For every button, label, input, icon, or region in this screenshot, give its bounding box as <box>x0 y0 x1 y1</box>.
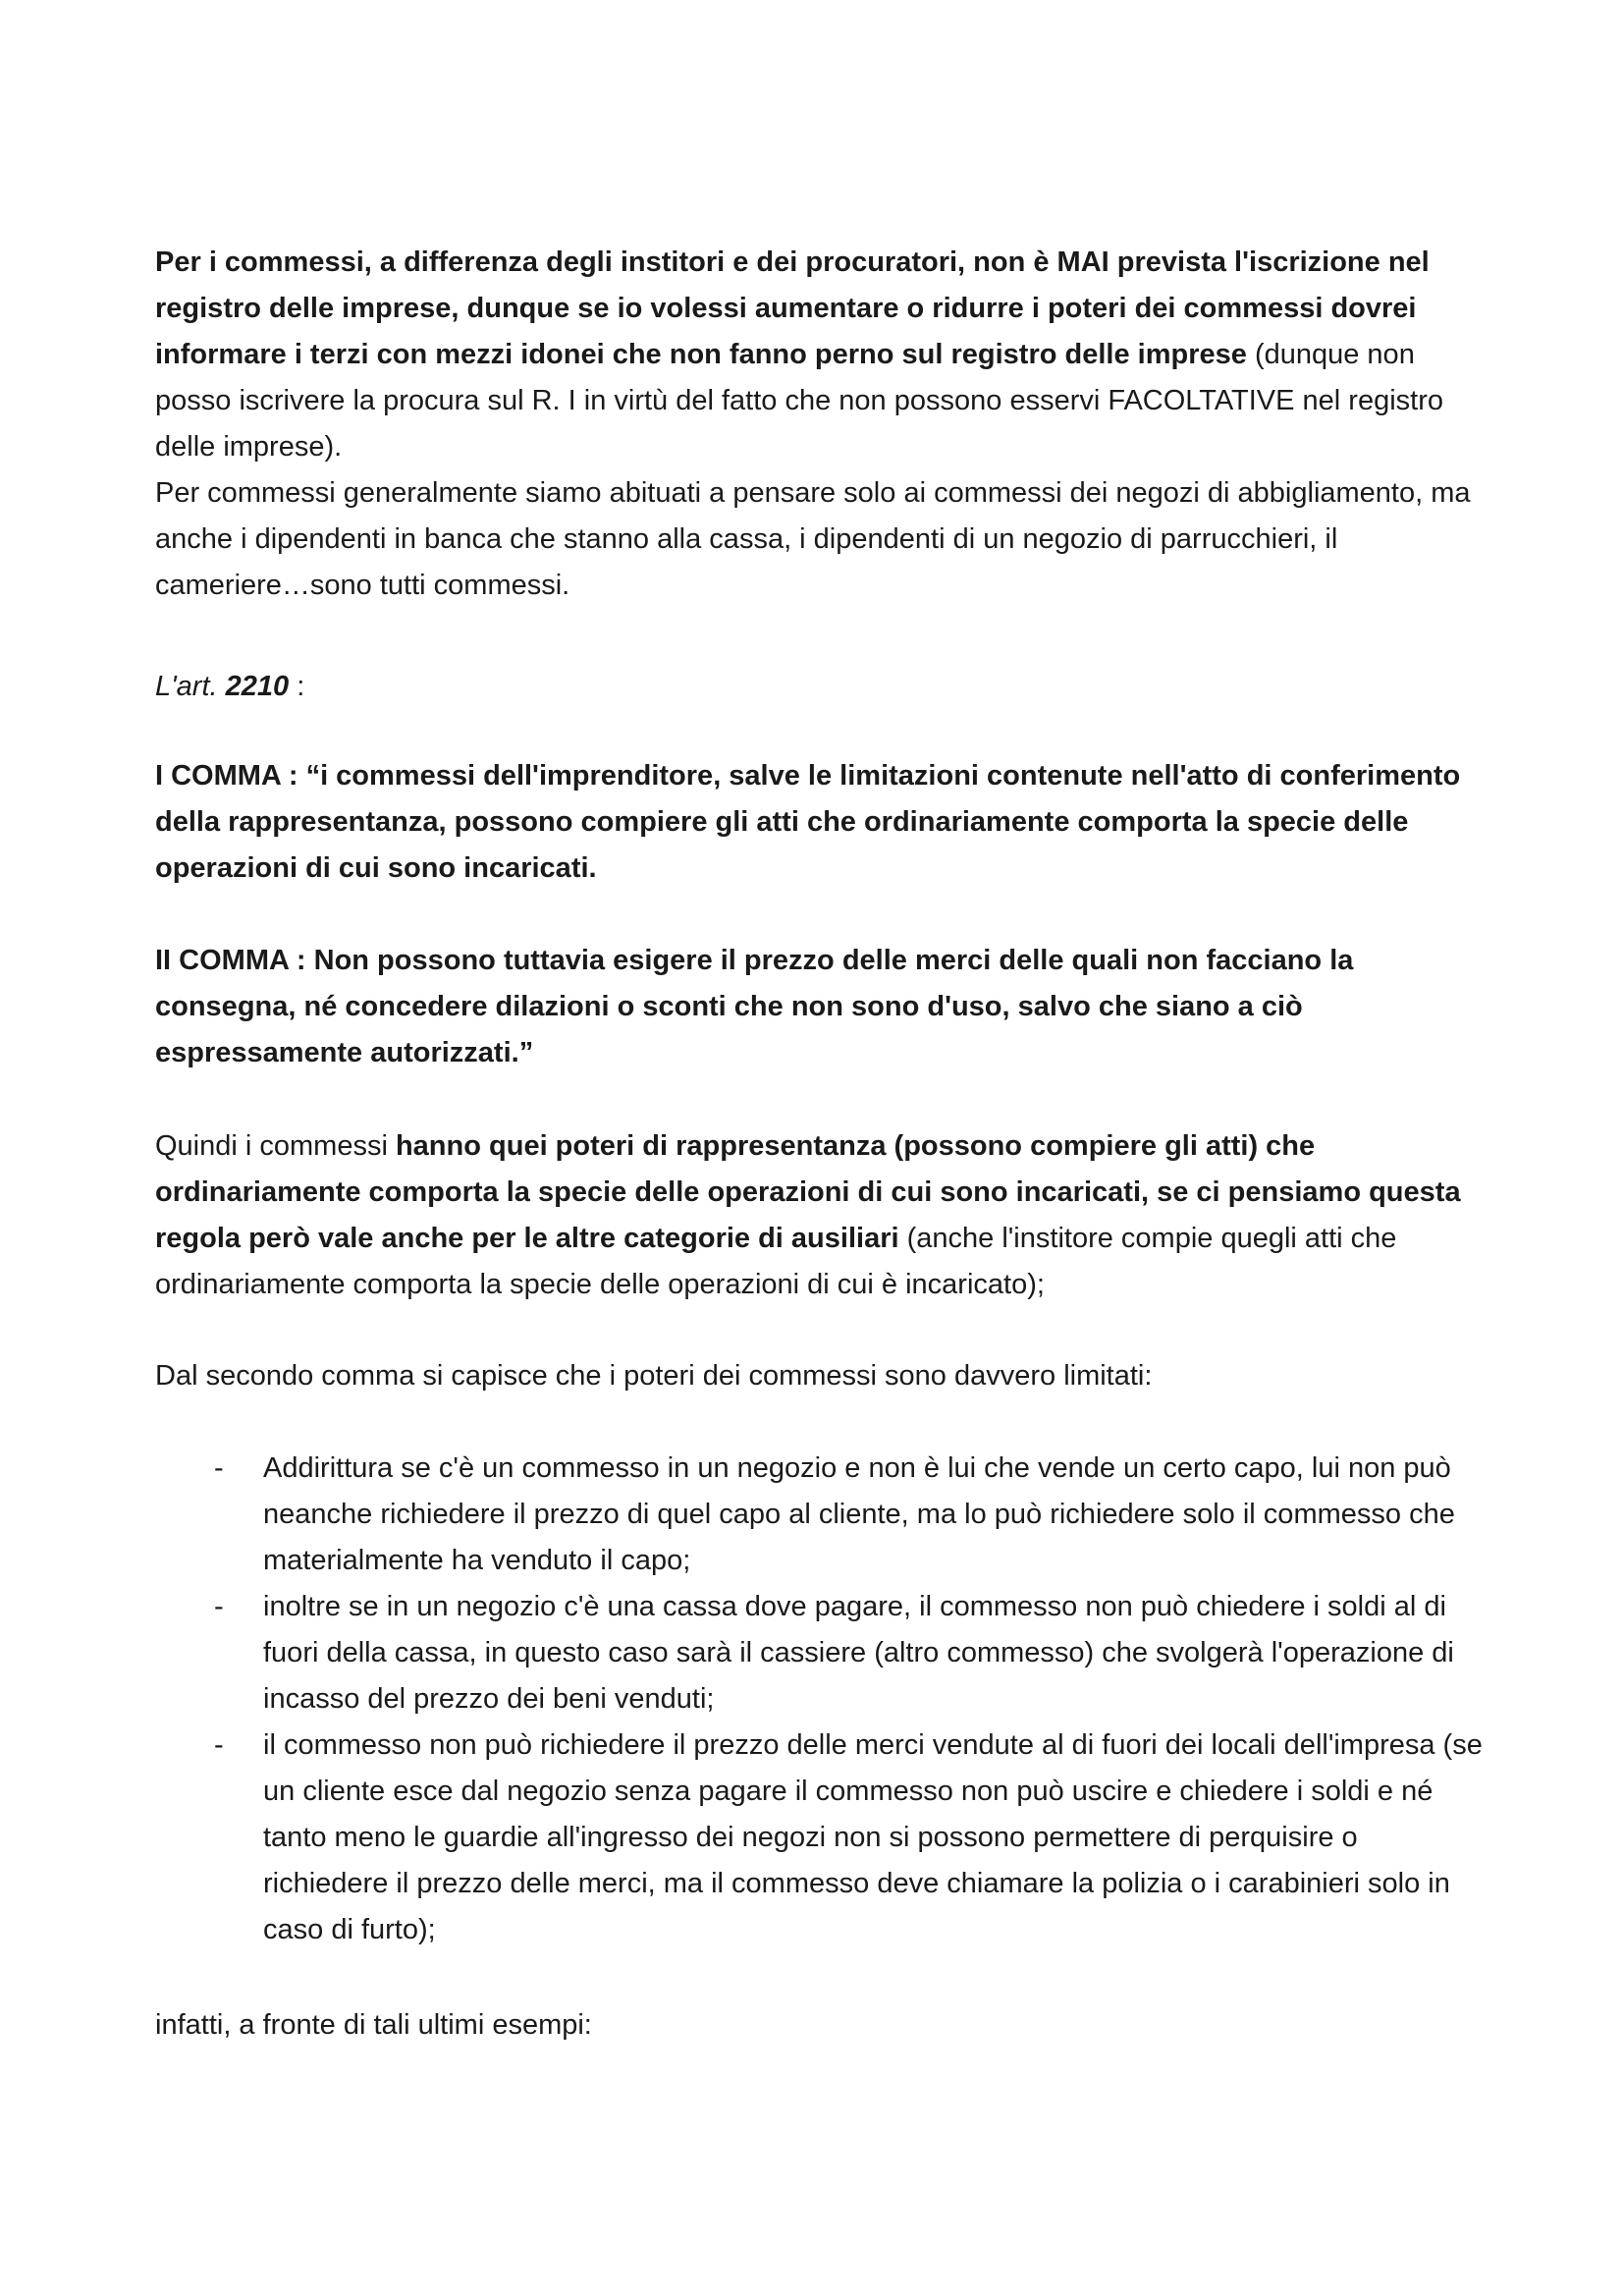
comma-1: I COMMA : “i commessi dell'imprenditore, salve le limitazioni contenute nell'atto di conferimento della rappresentanza, possono compiere gli atti che ordinariamente comporta la specie delle operazioni di cui sono incaricati. <box>155 760 1461 884</box>
paragraph-secondo-comma: Dal secondo comma si capisce che i poteri dei commessi sono davvero limitati: <box>155 1360 1153 1392</box>
list-item <box>155 1584 1490 1722</box>
list-item-text: il commesso non può richiedere il prezzo delle merci vendute al di fuori dei locali dell'impresa (se un cliente esce dal negozio senza pagare il commesso non può uscire e chiedere i soldi e né tanto meno le guardie all'ingresso dei negozi non si possono permettere di perquisire o richiedere il prezzo delle merci, ma il commesso deve chiamare la polizia o i carabinieri solo in caso di furto); <box>263 1729 1483 1945</box>
paragraph-normal-part: (dunque non posso iscrivere la procura sul R. I in virtù del fatto che non possono esservi FACOLTATIVE nel registro delle imprese). <box>155 339 1444 463</box>
paragraph-bold-part: hanno quei poteri di rappresentanza (possono compiere gli atti) che ordinariamente comporta la specie delle operazioni di cui sono incaricati, se ci pensiamo questa regola però vale anche per le altre categorie di ausiliari <box>155 1130 1461 1254</box>
article-number: 2210 <box>225 671 290 702</box>
paragraph-commessi-registro <box>155 240 1490 470</box>
list-item-text: inoltre se in un negozio c'è una cassa dove pagare, il commesso non può chiedere i soldi al di fuori della cassa, in questo caso sarà il cassiere (altro commesso) che svolgerà l'operazione di incasso del prezzo dei beni venduti; <box>263 1591 1454 1715</box>
article-prefix: L'art. <box>155 671 226 702</box>
article-heading <box>155 664 1490 710</box>
list-item-text: Addirittura se c'è un commesso in un negozio e non è lui che vende un certo capo, lui non può neanche richiedere il prezzo di quel capo al cliente, ma lo può richiedere solo il commesso che materialmente ha venduto il capo; <box>263 1452 1455 1576</box>
list-item <box>155 1722 1490 1953</box>
comma-2: II COMMA : Non possono tuttavia esigere il prezzo delle merci delle quali non facciano la consegna, né concedere dilazioni o sconti che non sono d'uso, salvo che siano a ciò espressamente autorizzati.” <box>155 945 1354 1068</box>
limitations-list <box>155 1446 1490 1953</box>
list-dash: - <box>214 1452 224 1484</box>
paragraph-normal-part: (anche l'institore compie quegli atti che ordinariamente comporta la specie delle operazioni di cui è incaricato); <box>155 1223 1397 1300</box>
paragraph-normal-part: Quindi i commessi <box>155 1130 396 1162</box>
article-suffix: : <box>289 671 305 702</box>
paragraph-bold-part: Per i commessi, a differenza degli institori e dei procuratori, non è MAI prevista l'iscrizione nel registro delle imprese, dunque se io volessi aumentare o ridurre i poteri dei commessi dovrei informare i terzi con mezzi idonei che non fanno perno sul registro delle imprese <box>155 246 1430 370</box>
list-item <box>155 1446 1490 1584</box>
list-dash: - <box>214 1591 224 1622</box>
list-dash: - <box>214 1729 224 1761</box>
paragraph-commessi-esempi: Per commessi generalmente siamo abituati a pensare solo ai commessi dei negozi di abbigliamento, ma anche i dipendenti in banca che stanno alla cassa, i dipendenti di un negozio di parrucchieri, il cameriere…sono tutti commessi. <box>155 477 1471 601</box>
paragraph-poteri-rappresentanza <box>155 1123 1490 1308</box>
paragraph-infatti: infatti, a fronte di tali ultimi esempi: <box>155 2009 592 2041</box>
